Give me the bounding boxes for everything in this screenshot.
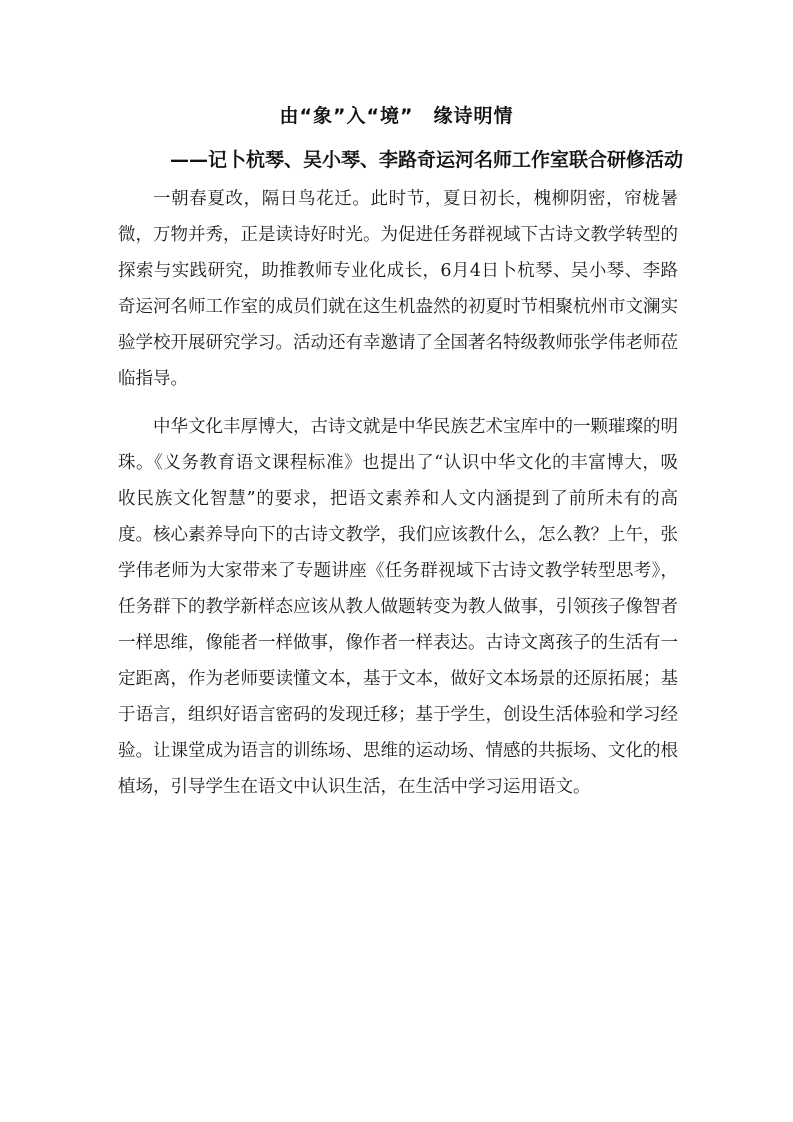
paragraph: 中华文化丰厚博大，古诗文就是中华民族艺术宝库中的一颗璀璨的明珠。《义务教育语文课程标准》也提出了“认识中华文化的丰富博大，吸收民族文化智慧”的要求，把语文素养和人文内涵提到了前所未有的高度。核心素养导向下的古诗文教学，我们应该教什么，怎么教？上午，张学伟老师为大家带来了专题讲座《任务群视域下古诗文教学转型思考》，任务群下的教学新样态应该从教人做题转变为教人做事，引领孩子像智者一样思维，像能者一样做事，像作者一样表达。古诗文离孩子的生活有一定距离，作为老师要读懂文本，基于文本，做好文本场景的还原拓展；基于语言，组织好语言密码的发现迁移；基于学生，创设生活体验和学习经验。让课堂成为语言的训练场、思维的运动场、情感的共振场、文化的根植场，引导学生在语文中认识生活，在生活中学习运用语文。 — [118, 417, 678, 797]
document-title: 由“象”入“境” 缘诗明情 — [279, 105, 514, 127]
paragraph: 一朝春夏改，隔日鸟花迁。此时节，夏日初长，槐柳阴密，帘栊暑微，万物并秀，正是读诗好时光。为促进任务群视域下古诗文教学转型的探索与实践研究，助推教师专业化成长，6月4日卜杭琴、吴小琴、李路奇运河名师工作室的成员们就在这生机盎然的初夏时节相聚杭州市文澜实验学校开展研究学习。活动还有幸邀请了全国著名特级教师张学伟老师莅临指导。 — [118, 189, 678, 389]
document-subtitle: ——记卜杭琴、吴小琴、李路奇运河名师工作室联合研修活动 — [170, 149, 684, 171]
document-body — [118, 181, 678, 817]
